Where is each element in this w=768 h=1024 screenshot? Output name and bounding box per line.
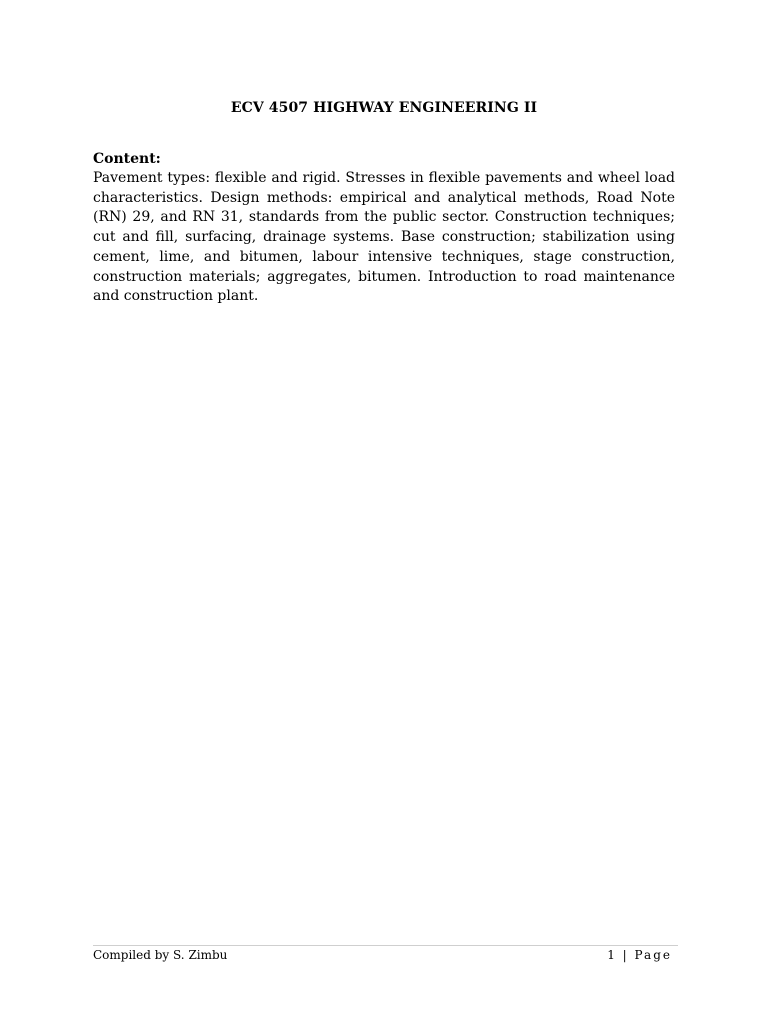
footer-compiled-by: Compiled by S. Zimbu	[93, 948, 228, 962]
content-section	[93, 150, 675, 307]
content-heading: Content:	[93, 151, 161, 167]
footer-page-number: 1 | Page	[607, 948, 672, 962]
document-title: ECV 4507 HIGHWAY ENGINEERING II	[230, 100, 538, 116]
footer-divider	[93, 945, 678, 946]
content-body: Pavement types: flexible and rigid. Stresses in flexible pavements and wheel load characteristics. Design methods: empirical and analytical methods, Road Note (RN) 29, and RN 31, standards from the public sector. Construction techniques; cut and fill, surfacing, drainage systems. Base construction; stabilization using cement, lime, and bitumen, labour intensive techniques, stage construction, construction materials; aggregates, bitumen. Introduction to road maintenance and construction plant.	[93, 170, 675, 305]
